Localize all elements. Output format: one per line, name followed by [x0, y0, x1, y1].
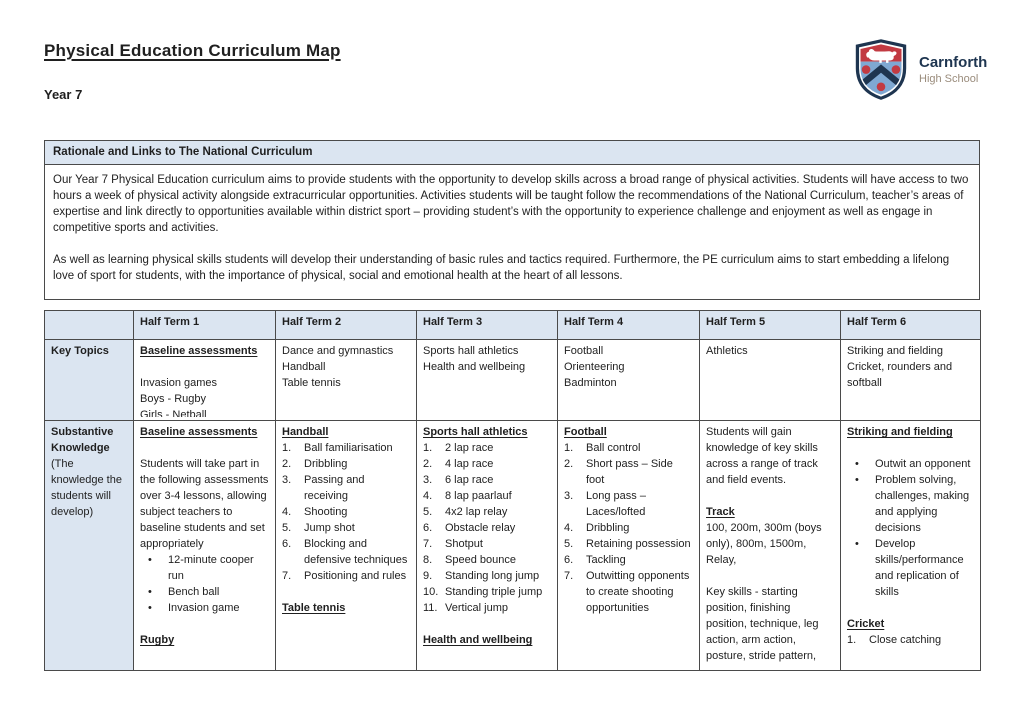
list-number: 7.	[564, 570, 574, 582]
cell-key-topics-ht5	[700, 340, 841, 421]
rationale-body	[45, 165, 979, 291]
cell-heading: Sports hall athletics	[423, 426, 528, 438]
list-number: 1.	[847, 634, 857, 646]
crest-roundel	[877, 83, 886, 92]
cell-substantive-ht6	[841, 421, 981, 671]
list-text: Positioning and rules	[304, 570, 407, 582]
list-text: 8 lap paarlauf	[445, 490, 512, 502]
numbered-list-item	[423, 504, 551, 520]
list-text: Ball control	[586, 442, 641, 454]
numbered-list-item	[282, 440, 410, 456]
numbered-list-item	[564, 520, 693, 536]
list-text: Ball familiarisation	[304, 442, 393, 454]
year-label: Year 7	[44, 87, 83, 102]
cell-spacer	[847, 600, 974, 616]
cell-paragraph: Dance and gymnastics	[282, 345, 394, 357]
list-number: 7.	[423, 538, 433, 550]
cell-heading: Handball	[282, 426, 329, 438]
list-text: Blocking and defensive techniques	[304, 538, 408, 566]
cell-key-topics-ht2	[276, 340, 417, 421]
numbered-list-item	[564, 568, 693, 616]
row-header-note: (The knowledge the students will develop)	[51, 458, 122, 518]
list-text: Retaining possession	[586, 538, 691, 550]
list-number: 6.	[423, 522, 433, 534]
cell-substantive-ht1	[134, 421, 276, 671]
cell-heading: Health and wellbeing	[423, 634, 533, 646]
list-text: 4 lap race	[445, 458, 494, 470]
numbered-list-item	[423, 568, 551, 584]
list-number: 9.	[423, 570, 433, 582]
school-type: High School	[919, 73, 979, 86]
cell-paragraph: Sports hall athletics	[423, 345, 519, 357]
list-text: Develop skills/performance and replication of skills	[875, 538, 964, 598]
list-text: Jump shot	[304, 522, 355, 534]
numbered-list-item	[423, 584, 551, 600]
crest-roundel	[892, 65, 901, 74]
numbered-list-item	[423, 488, 551, 504]
list-text: Vertical jump	[445, 602, 508, 614]
numbered-list-item	[282, 568, 410, 584]
numbered-list-item	[282, 504, 410, 520]
bullet-list-item	[140, 600, 269, 616]
list-text: Close catching	[869, 634, 942, 646]
list-number: 7.	[282, 570, 292, 582]
row-header-substantive-knowledge	[45, 421, 134, 671]
row-header-label: Substantive Knowledge	[51, 426, 114, 454]
bullet-dot: •	[855, 538, 859, 550]
numbered-list-item	[564, 456, 693, 488]
cell-heading: Baseline assessments	[140, 345, 258, 357]
list-text: Dribbling	[586, 522, 630, 534]
cell-paragraph: Invasion games	[140, 377, 218, 389]
cell-key-topics-ht6	[841, 340, 981, 421]
cell-paragraph: Athletics	[706, 345, 748, 357]
cell-heading: Table tennis	[282, 602, 346, 614]
paragraph-spacer	[53, 236, 971, 252]
header-cell-half-term-5: Half Term 5	[700, 311, 841, 340]
list-text: Shotput	[445, 538, 483, 550]
curriculum-table	[44, 310, 981, 671]
bullet-list-item	[847, 472, 974, 536]
list-number: 3.	[564, 490, 574, 502]
list-text: Short pass – Side foot	[586, 458, 673, 486]
cell-key-topics-ht4	[558, 340, 700, 421]
list-text: Speed bounce	[445, 554, 516, 566]
list-text: Dribbling	[304, 458, 348, 470]
list-number: 1.	[423, 442, 433, 454]
cell-paragraph: Cricket, rounders and softball	[847, 361, 953, 389]
cell-paragraph: 100, 200m, 300m (boys only), 800m, 1500m, Relay,	[706, 522, 822, 566]
header-cell-blank	[45, 311, 134, 340]
cell-substantive-ht3	[417, 421, 558, 671]
list-number: 6.	[564, 554, 574, 566]
list-text: Problem solving, challenges, making and applying decisions	[875, 474, 970, 534]
list-number: 4.	[282, 506, 292, 518]
list-number: 1.	[282, 442, 292, 454]
bullet-dot: •	[855, 474, 859, 486]
cell-paragraph: Students will take part in the following assessments over 3-4 lessons, allowing subject teachers to baseline students and set appropriately	[140, 458, 269, 550]
list-text: Shooting	[304, 506, 348, 518]
cell-paragraph: Boys - Rugby	[140, 393, 207, 405]
list-number: 2.	[564, 458, 574, 470]
cell-key-topics-ht1	[134, 340, 276, 421]
list-number: 8.	[423, 554, 433, 566]
rationale-heading: Rationale and Links to The National Curriculum	[45, 141, 979, 165]
cell-paragraph: Handball	[282, 361, 326, 373]
list-text: Passing and receiving	[304, 474, 365, 502]
cell-key-topics-ht3	[417, 340, 558, 421]
numbered-list-item	[564, 488, 693, 520]
numbered-list-item	[282, 520, 410, 536]
cell-heading: Striking and fielding	[847, 426, 953, 438]
list-number: 5.	[564, 538, 574, 550]
cell-heading: Cricket	[847, 618, 885, 630]
cell-paragraph: Orienteering	[564, 361, 625, 373]
key-topics-row	[45, 340, 981, 421]
list-text: 4x2 lap relay	[445, 506, 508, 518]
cell-paragraph: Table tennis	[282, 377, 341, 389]
row-header-label: Key Topics	[51, 345, 109, 357]
cell-heading: Rugby	[140, 634, 175, 646]
header-cell-half-term-1: Half Term 1	[134, 311, 276, 340]
header-cell-half-term-3: Half Term 3	[417, 311, 558, 340]
bullet-dot: •	[148, 586, 152, 598]
list-number: 3.	[282, 474, 292, 486]
bullet-list-item	[140, 552, 269, 584]
numbered-list-item	[423, 520, 551, 536]
cell-paragraph: Students will gain knowledge of key skills across a range of track and field events.	[706, 426, 818, 486]
bullet-dot: •	[148, 602, 152, 614]
cell-paragraph: Health and wellbeing	[423, 361, 526, 373]
numbered-list-item	[282, 456, 410, 472]
rationale-paragraph-1: Our Year 7 Physical Education curriculum aims to provide students with the opportunity to develop skills across a broad range of physical activities. Students will have access to two hours a week of physical activity alongside extracurricular opportunities. Activities students will be taught follow the recommendations of the National Curriculum, teacher’s areas of expertise and link directly to opportunities available within district sport – providing student’s with the opportunity to experience challenge and enjoyment as well as engage in competitive sports and activities.	[53, 174, 969, 234]
row-header-key-topics	[45, 340, 134, 421]
cell-spacer	[140, 616, 269, 632]
cell-paragraph: Badminton	[564, 377, 617, 389]
numbered-list-item	[282, 536, 410, 568]
list-number: 2.	[282, 458, 292, 470]
cell-paragraph: Football	[564, 345, 604, 357]
list-number: 2.	[423, 458, 433, 470]
bullet-dot: •	[148, 554, 152, 566]
bullet-list-item	[847, 456, 974, 472]
list-text: Tackling	[586, 554, 626, 566]
cell-heading: Track	[706, 506, 735, 518]
rationale-paragraph-2: As well as learning physical skills students will develop their understanding of basic rules and tactics required. Furthermore, the PE curriculum aims to start embedding a lifelong love of sport for students, with the importance of physical, social and emotional health at the heart of all lessons.	[53, 254, 950, 282]
cell-spacer	[706, 488, 834, 504]
cell-substantive-ht5	[700, 421, 841, 671]
school-logo	[853, 38, 987, 102]
list-number: 5.	[282, 522, 292, 534]
list-number: 4.	[423, 490, 433, 502]
logo-text	[919, 55, 987, 86]
numbered-list-item	[564, 552, 693, 568]
cell-substantive-ht4	[558, 421, 700, 671]
cell-paragraph: Key skills - starting position, finishing position, technique, leg action, arm action, posture, stride pattern,	[706, 586, 819, 662]
numbered-list-item	[564, 440, 693, 456]
bullet-list-item	[847, 536, 974, 600]
cell-heading: Baseline assessments	[140, 426, 258, 438]
list-number: 10.	[423, 586, 439, 598]
numbered-list-item	[564, 536, 693, 552]
cell-spacer	[140, 359, 269, 375]
list-text: Outwit an opponent	[875, 458, 971, 470]
numbered-list-item	[282, 472, 410, 504]
crest-roundel	[862, 65, 871, 74]
header-cell-half-term-6: Half Term 6	[841, 311, 981, 340]
list-number: 3.	[423, 474, 433, 486]
school-name: Carnforth	[919, 53, 988, 71]
cell-paragraph: Girls - Netball	[140, 409, 207, 417]
list-text: Standing long jump	[445, 570, 540, 582]
list-number: 5.	[423, 506, 433, 518]
list-text: 2 lap race	[445, 442, 494, 454]
cell-paragraph: Striking and fielding	[847, 345, 944, 357]
list-text: Obstacle relay	[445, 522, 516, 534]
substantive-knowledge-row	[45, 421, 981, 671]
page-title: Physical Education Curriculum Map	[44, 41, 341, 60]
cell-spacer	[423, 616, 551, 632]
list-text: Outwitting opponents to create shooting opportunities	[586, 570, 690, 614]
cell-substantive-ht2	[276, 421, 417, 671]
bullet-list-item	[140, 584, 269, 600]
list-text: Bench ball	[168, 586, 220, 598]
list-number: 11.	[423, 602, 438, 614]
numbered-list-item	[423, 600, 551, 616]
list-text: Standing triple jump	[445, 586, 543, 598]
header-cell-half-term-2: Half Term 2	[276, 311, 417, 340]
numbered-list-item	[423, 552, 551, 568]
list-number: 6.	[282, 538, 292, 550]
cell-spacer	[140, 440, 269, 456]
list-text: Invasion game	[168, 602, 240, 614]
numbered-list-item	[423, 456, 551, 472]
numbered-list-item	[423, 536, 551, 552]
school-crest-icon	[853, 38, 909, 102]
list-text: Long pass – Laces/lofted	[586, 490, 646, 518]
header-cell-half-term-4: Half Term 4	[558, 311, 700, 340]
numbered-list-item	[847, 632, 974, 648]
cell-spacer	[847, 440, 974, 456]
numbered-list-item	[423, 472, 551, 488]
cell-spacer	[706, 568, 834, 584]
list-number: 1.	[564, 442, 574, 454]
numbered-list-item	[423, 440, 551, 456]
list-text: 6 lap race	[445, 474, 494, 486]
cell-heading: Football	[564, 426, 607, 438]
list-text: 12-minute cooper run	[168, 554, 254, 582]
list-number: 4.	[564, 522, 574, 534]
rationale-box	[44, 140, 980, 300]
cell-spacer	[282, 584, 410, 600]
table-header-row	[45, 311, 981, 340]
bullet-dot: •	[855, 458, 859, 470]
